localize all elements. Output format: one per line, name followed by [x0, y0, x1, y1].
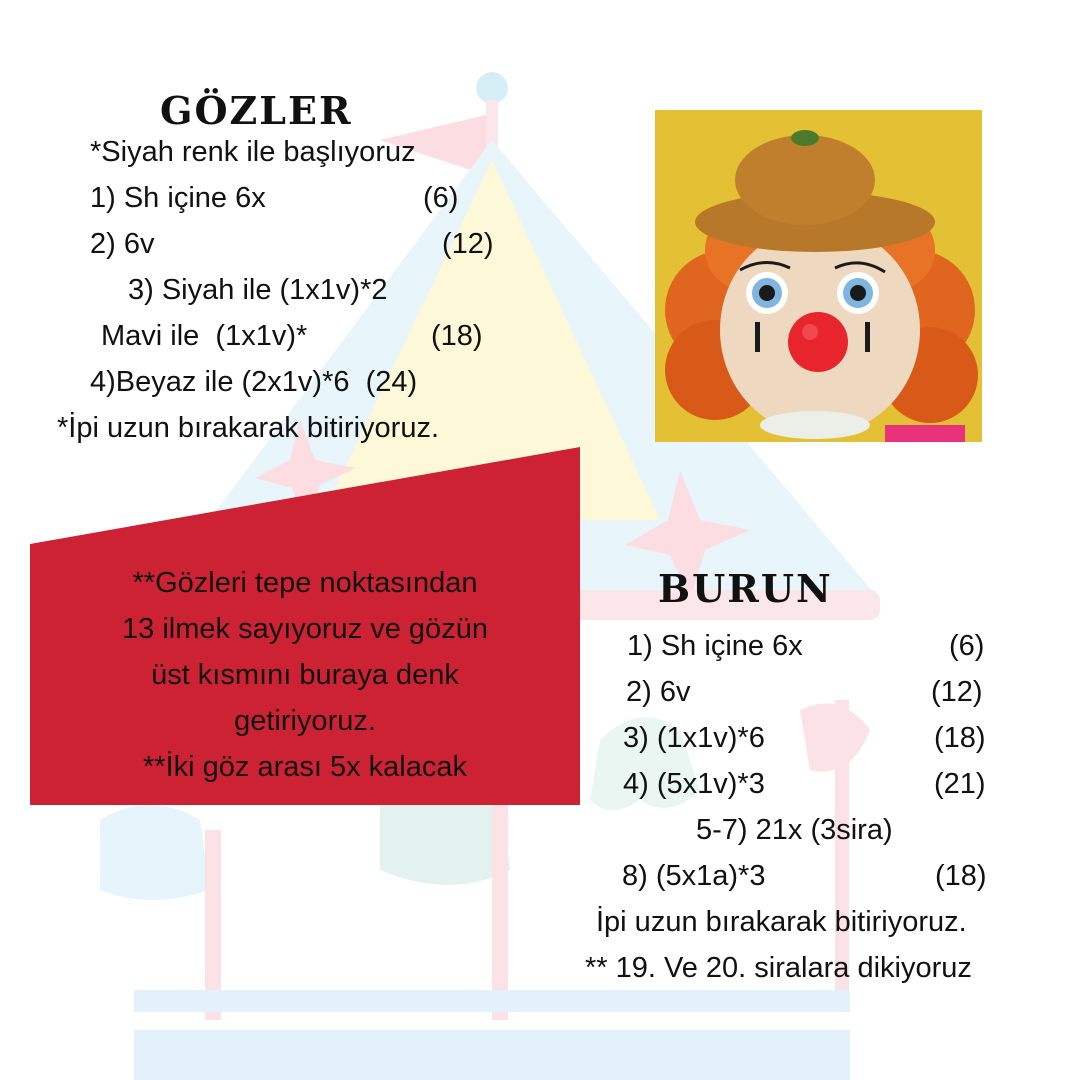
nose-line-finish: İpi uzun bırakarak bitiriyoruz. — [596, 906, 967, 938]
nose-title: BURUN — [658, 566, 833, 611]
eyes-line-4: 4)Beyaz ile (2x1v)*6 (24) — [90, 366, 418, 398]
note-line-2: 13 ilmek sayıyoruz ve gözün — [122, 613, 488, 645]
nose-line-attach: ** 19. Ve 20. siralara dikiyoruz — [585, 952, 972, 984]
nose-count-2: (12) — [931, 676, 983, 708]
note-line-3: üst kısmını buraya denk — [151, 659, 459, 691]
nose-line-2: 2) 6v — [626, 676, 691, 708]
note-line-4: getiriyoruz. — [234, 705, 376, 737]
eyes-line-2: 2) 6v — [90, 228, 155, 260]
nose-line-4: 4) (5x1v)*3 — [623, 768, 765, 800]
note-line-5: **İki göz arası 5x kalacak — [143, 751, 467, 783]
eyes-title: GÖZLER — [160, 88, 353, 133]
nose-count-8: (18) — [935, 860, 987, 892]
nose-line-3: 3) (1x1v)*6 — [623, 722, 765, 754]
nose-count-3: (18) — [934, 722, 986, 754]
eyes-line-intro: *Siyah renk ile başlıyoruz — [90, 136, 416, 168]
nose-count-4: (21) — [934, 768, 986, 800]
eyes-line-1: 1) Sh içine 6x — [90, 182, 266, 214]
note-line-1: **Gözleri tepe noktasından — [132, 567, 478, 599]
nose-line-5: 5-7) 21x (3sira) — [696, 814, 893, 846]
eyes-count-2: (12) — [442, 228, 494, 260]
nose-count-1: (6) — [949, 630, 985, 662]
eyes-count-1: (6) — [423, 182, 459, 214]
nose-line-1: 1) Sh içine 6x — [627, 630, 803, 662]
nose-line-8: 8) (5x1a)*3 — [622, 860, 766, 892]
eyes-count-3: (18) — [431, 320, 483, 352]
eyes-line-3: 3) Siyah ile (1x1v)*2 — [128, 274, 388, 306]
eyes-line-3b: Mavi ile (1x1v)* — [101, 320, 308, 352]
eyes-line-finish: *İpi uzun bırakarak bitiriyoruz. — [57, 412, 439, 444]
clown-photo — [655, 110, 982, 442]
